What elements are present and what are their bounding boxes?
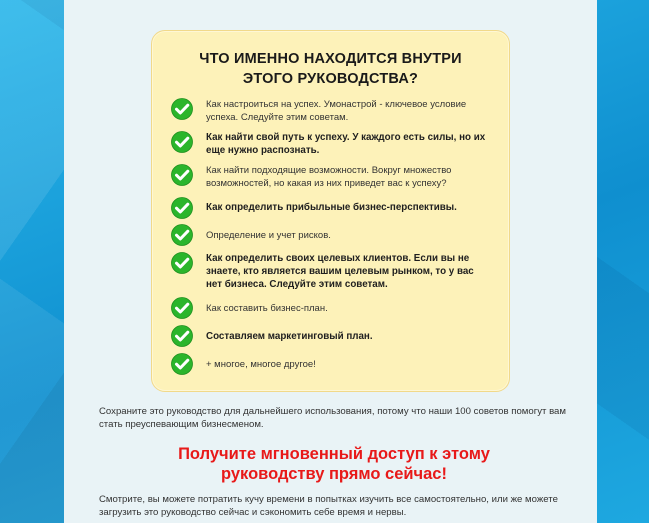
guide-contents-box (151, 30, 510, 392)
check-circle-icon (171, 252, 193, 274)
check-circle-icon (171, 131, 193, 153)
feature-text: Как найти свой путь к успеху. У каждого есть силы, но их еще нужно распознать. (206, 132, 486, 156)
check-circle-icon (171, 297, 193, 319)
cta-line-1: Получите мгновенный доступ к этому (178, 445, 490, 463)
box-title-line-1: ЧТО ИМЕННО НАХОДИТСЯ ВНУТРИ (199, 51, 462, 67)
content-page (64, 0, 597, 523)
feature-text: Как настроиться на успех. Умонастрой - ключевое условие успеха. Следуйте этим советам. (206, 99, 467, 123)
check-circle-icon (171, 164, 193, 186)
feature-text: Составляем маркетинговый план. (206, 331, 373, 342)
bottom-paragraph: Смотрите, вы можете потратить кучу времени в попытках изучить все самостоятельно, или же можете загрузить это руководство сейчас и сэкономить себе время и нервы. (99, 494, 558, 518)
save-guide-paragraph: Сохраните это руководство для дальнейшего использования, потому что наши 100 советов помогут вам стать преуспевающим бизнесменом. (99, 406, 566, 430)
cta-heading[interactable] (94, 444, 574, 484)
cta-line-2: руководству прямо сейчас! (221, 465, 447, 483)
box-title (152, 49, 509, 89)
check-circle-icon (171, 224, 193, 246)
feature-text: Как определить прибыльные бизнес-перспективы. (206, 202, 457, 213)
box-title-line-2: ЭТОГО РУКОВОДСТВА? (242, 71, 419, 87)
check-circle-icon (171, 98, 193, 120)
feature-text: Определение и учет рисков. (206, 230, 331, 241)
feature-text: Как составить бизнес-план. (206, 303, 328, 314)
feature-text: + многое, многое другое! (206, 359, 316, 370)
feature-text: Как определить своих целевых клиентов. Если вы не знаете, кто является вашим целевым рынком, то у вас нет бизнеса. Следуйте этим советам. (206, 253, 474, 290)
feature-text: Как найти подходящие возможности. Вокруг множество возможностей, но какая из них приведет вас к успеху? (206, 165, 452, 189)
check-circle-icon (171, 353, 193, 375)
check-circle-icon (171, 197, 193, 219)
check-circle-icon (171, 325, 193, 347)
